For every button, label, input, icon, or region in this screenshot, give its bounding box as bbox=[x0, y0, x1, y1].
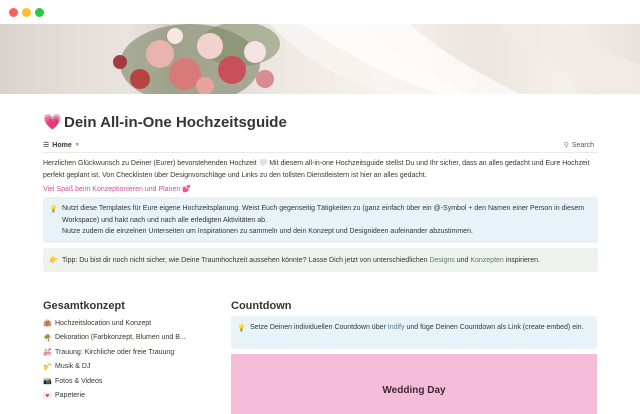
pointing-hand-icon: 👉 bbox=[49, 257, 58, 264]
page-link-fotos[interactable] bbox=[43, 374, 203, 389]
lightbulb-icon: 💡 bbox=[237, 325, 246, 332]
info-callout bbox=[43, 197, 598, 243]
gesamtkonzept-heading: Gesamtkonzept bbox=[43, 300, 125, 312]
countdown-text bbox=[250, 322, 587, 334]
page-title: Dein All-in-One Hochzeitsguide bbox=[64, 114, 287, 131]
page-link-trauung[interactable] bbox=[43, 345, 203, 360]
page-link-label: Trauung: Kirchliche oder freie Trauung bbox=[55, 348, 175, 356]
hotel-icon: 🏨 bbox=[43, 320, 52, 328]
camera-icon: 📸 bbox=[43, 378, 52, 386]
divider bbox=[43, 152, 598, 153]
maximize-window-button[interactable] bbox=[35, 8, 44, 17]
gesamtkonzept-list bbox=[43, 316, 203, 403]
intro-paragraph: Herzlichen Glückwunsch zu Deiner (Eurer) bevorstehenden Hochzeit 🤍 Mit diesem all-in-one Hochzeitsguide stellst Du und Ihr sicher, dass an alles gedacht und Eure Hochzeit perfekt geplant ist. Von Checklisten über Designvorschläge und Links zu den tollsten Dienstleistern ist hier an alles gedacht. bbox=[43, 160, 590, 179]
page-link-papeterie[interactable] bbox=[43, 389, 203, 404]
search-button[interactable] bbox=[564, 139, 594, 151]
saxophone-icon: 🎷 bbox=[43, 363, 52, 371]
page-link-dekoration[interactable] bbox=[43, 331, 203, 346]
tip-text bbox=[62, 255, 588, 267]
tip-text-part: inspirieren. bbox=[503, 257, 540, 264]
countdown-text-part: Setze Deinen individuellen Countdown über bbox=[250, 324, 388, 331]
designs-link[interactable]: Designs bbox=[429, 257, 455, 264]
page-link-label: Musik & DJ bbox=[55, 363, 91, 371]
callout-text: Nutzt diese Templates für Eure eigene Hochzeitsplanung. Weist Euch gegenseitig Tätigkeiten zu (ganz einfach über ein @-Symbol + den Namen einer Person in diesem Workspace) und hakt nach und nach alle erledigten Aktivitäten ab. bbox=[62, 205, 585, 224]
wedding-flowers-cover-image bbox=[0, 24, 640, 94]
view-tab-home[interactable] bbox=[43, 139, 80, 151]
page-link-label: Papeterie bbox=[55, 392, 85, 400]
indify-link[interactable]: Indify bbox=[387, 324, 405, 331]
search-icon: ⚲ bbox=[563, 142, 569, 149]
palm-tree-icon: 🌴 bbox=[43, 334, 52, 342]
page-link-label: Fotos & Videos bbox=[55, 377, 103, 385]
lightbulb-icon: 💡 bbox=[49, 206, 58, 213]
database-view-bar bbox=[43, 139, 598, 153]
wedding-chapel-icon: 💒 bbox=[43, 349, 52, 357]
love-letter-icon: 💌 bbox=[43, 392, 52, 400]
konzepte-link[interactable]: Konzepten bbox=[470, 257, 504, 264]
close-window-button[interactable] bbox=[9, 8, 18, 17]
planning-link[interactable]: Viel Spaß beim Konzeptionieren und Planen 💕 bbox=[43, 186, 191, 193]
page-link-musik[interactable] bbox=[43, 360, 203, 375]
countdown-embed[interactable] bbox=[231, 354, 597, 414]
wedding-day-label: Wedding Day bbox=[382, 385, 446, 396]
page-link-location[interactable] bbox=[43, 316, 203, 331]
countdown-callout bbox=[231, 316, 597, 349]
chevron-down-icon: ▼ bbox=[74, 142, 80, 148]
window-titlebar bbox=[0, 0, 640, 24]
cover-image bbox=[0, 24, 640, 94]
page-link-label: Dekoration (Farbkonzept, Blumen und B... bbox=[55, 334, 186, 342]
page-link-label: Hochzeitslocation und Konzept bbox=[55, 319, 152, 327]
callout-text: Nutze zudem die einzelnen Unterseiten um Inspirationen zu sammeln und dein Konzept und Designideen aufeinander abzustimmen. bbox=[62, 228, 473, 235]
minimize-window-button[interactable] bbox=[22, 8, 31, 17]
list-icon: ☰ bbox=[43, 142, 50, 149]
countdown-text-part: und füge Deinen Countdown als Link (create embed) ein. bbox=[404, 324, 584, 331]
page-heart-icon: 💗 bbox=[43, 114, 62, 131]
tip-text-part: Tipp: Du bist dir noch nicht sicher, wie Deine Traumhochzeit aussehen könnte? Lasse Dich jetzt von unterschiedlichen bbox=[62, 257, 430, 264]
view-tab-label: Home bbox=[52, 141, 72, 149]
countdown-heading: Countdown bbox=[231, 300, 292, 312]
tip-text-part: und bbox=[454, 257, 471, 264]
search-label: Search bbox=[571, 141, 594, 149]
tip-callout bbox=[43, 248, 598, 272]
